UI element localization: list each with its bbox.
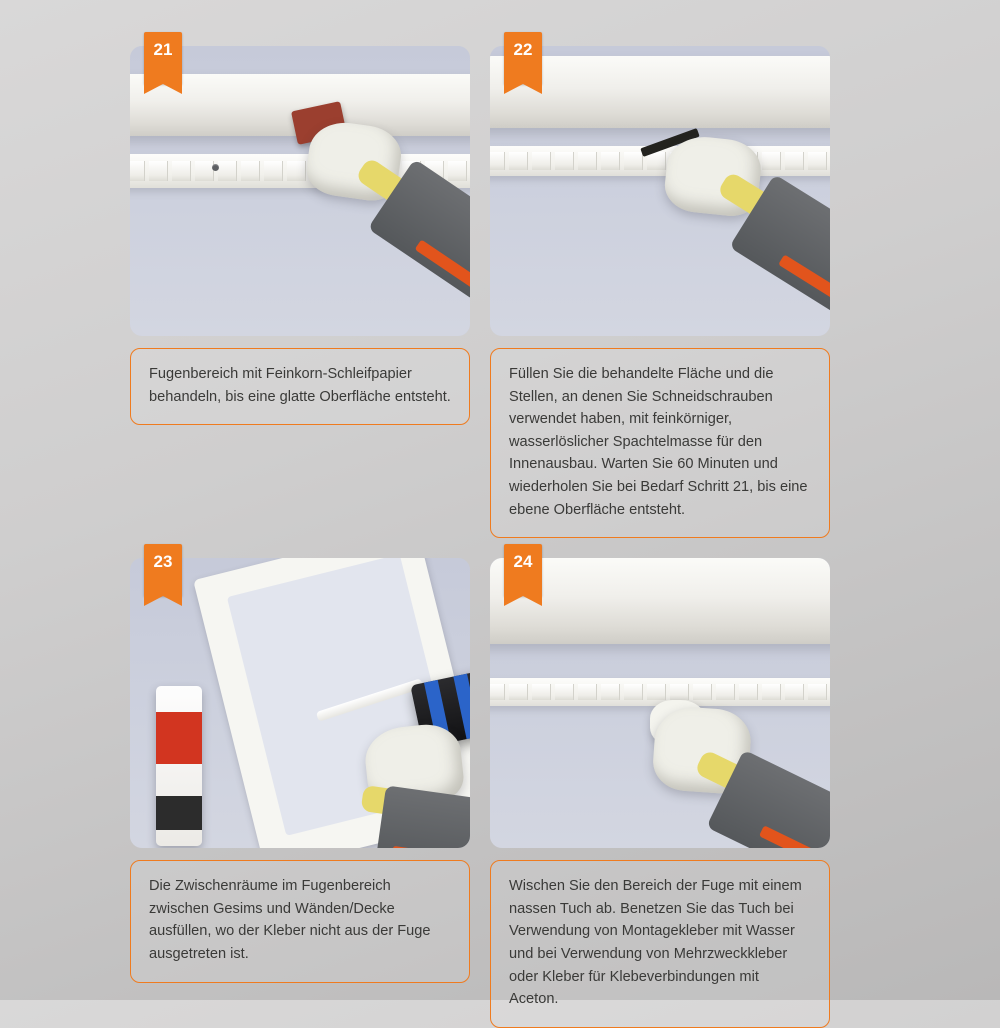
step-number-badge-24: 24	[504, 544, 542, 596]
steps-grid	[130, 40, 870, 1028]
step-number-badge-22: 22	[504, 32, 542, 84]
step-photo-wrapper-21	[130, 40, 470, 336]
step-card-21	[130, 40, 470, 538]
cartridge-label-red	[156, 712, 202, 764]
step-caption-22: Füllen Sie die behandelte Fläche und die Stellen, an denen Sie Schneidschrauben verwendet haben, mit feinkörniger, wasserlöslicher Spachtelmasse für den Innenausbau. Warten Sie 60 Minuten und wiederholen Sie bei Bedarf Schritt 21, bis eine ebene Oberfläche entsteht.	[490, 348, 830, 538]
adhesive-cartridge	[156, 686, 202, 846]
cartridge-label-dark	[156, 796, 202, 830]
step-photo-wrapper-24	[490, 552, 830, 848]
step-photo-wrapper-22	[490, 40, 830, 336]
work-sleeve	[375, 786, 470, 849]
screw-hole-marker	[212, 164, 219, 171]
gun-stripe	[453, 674, 470, 740]
step-card-24	[490, 552, 830, 1028]
step-card-22	[490, 40, 830, 538]
step-number-badge-21: 21	[144, 32, 182, 84]
step-caption-21: Fugenbereich mit Feinkorn-Schleifpapier behandeln, bis eine glatte Oberfläche entsteht.	[130, 348, 470, 425]
step-caption-24: Wischen Sie den Bereich der Fuge mit einem nassen Tuch ab. Benetzen Sie das Tuch bei Verwendung von Montagekleber mit Wasser und bei Verwendung von Mehrzweckkleber oder Kleber für Klebeverbindungen mit Aceton.	[490, 860, 830, 1028]
step-number-badge-23: 23	[144, 544, 182, 596]
step-photo-wrapper-23	[130, 552, 470, 848]
step-card-23	[130, 552, 470, 1028]
step-caption-23: Die Zwischenräume im Fugenbereich zwischen Gesims und Wänden/Decke ausfüllen, wo der Kleber nicht aus der Fuge ausgetreten ist.	[130, 860, 470, 982]
